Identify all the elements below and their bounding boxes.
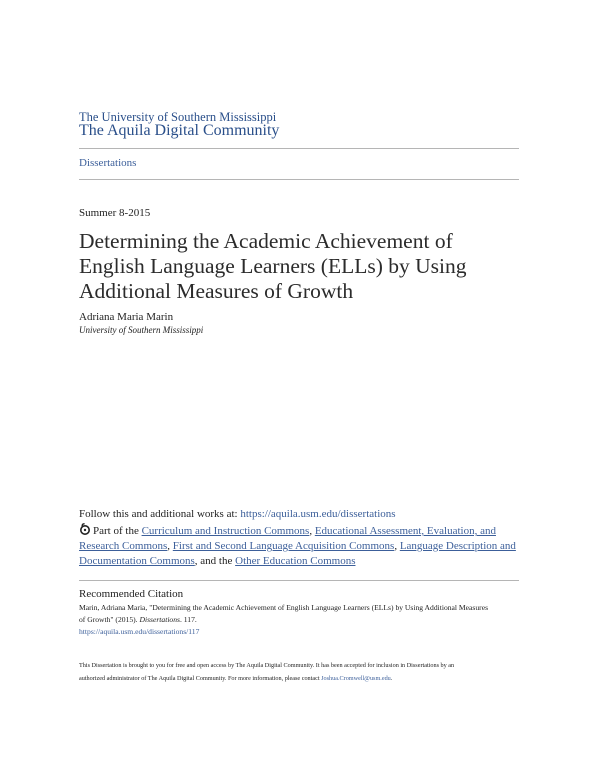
- follow-url-link[interactable]: https://aquila.usm.edu/dissertations: [240, 508, 396, 520]
- author-affiliation: University of Southern Mississippi: [79, 325, 204, 335]
- citation-text: . 117.: [179, 615, 197, 624]
- citation-line: [79, 626, 529, 638]
- header-divider-top: [79, 148, 519, 149]
- citation-line: [79, 614, 529, 626]
- part-of-line: [79, 539, 521, 554]
- separator-and: , and the: [194, 555, 236, 567]
- citation-url-link[interactable]: https://aquila.usm.edu/dissertations/117: [79, 627, 200, 636]
- commons-link-assessment-cont[interactable]: Research Commons: [79, 540, 168, 552]
- citation-heading: Recommended Citation: [79, 588, 184, 600]
- citation-journal: Dissertations: [139, 615, 180, 624]
- title-line: Determining the Academic Achievement of: [79, 229, 453, 253]
- notice-text: .: [390, 675, 393, 682]
- commons-link-assessment[interactable]: Educational Assessment, Evaluation, and: [314, 525, 496, 537]
- commons-link-language-acquisition[interactable]: First and Second Language Acquisition Commons: [172, 540, 395, 552]
- separator: ,: [167, 540, 173, 552]
- access-notice: [79, 659, 529, 685]
- commons-link-curriculum[interactable]: Curriculum and Instruction Commons: [141, 525, 310, 537]
- notice-line: This Dissertation is brought to you for free and open access by The Aquila Digital Community. It has been accepted for inclusion in Dissertations by an: [79, 662, 455, 669]
- author-name: Adriana Maria Marin: [79, 311, 174, 323]
- separator: ,: [394, 540, 400, 552]
- community-name[interactable]: The Aquila Digital Community: [79, 122, 280, 139]
- title-line: Additional Measures of Growth: [79, 279, 354, 303]
- title-line: English Language Learners (ELLs) by Using: [79, 254, 467, 278]
- header-divider-bottom: [79, 179, 519, 180]
- notice-text: authorized administrator of The Aquila Digital Community. For more information, please contact: [79, 675, 322, 682]
- citation-text: of Growth" (2015).: [79, 615, 140, 624]
- contact-email-link[interactable]: Joshua.Cromwell@usm.edu: [321, 675, 391, 682]
- commons-link-other-education[interactable]: Other Education Commons: [235, 555, 356, 567]
- publication-date: Summer 8-2015: [79, 207, 151, 219]
- paper-title: [79, 229, 499, 304]
- notice-line: [79, 672, 529, 685]
- follow-prefix: Follow this and additional works at:: [79, 508, 241, 520]
- recommended-citation: [79, 602, 529, 638]
- university-name[interactable]: The University of Southern Mississippi: [79, 110, 277, 124]
- part-of-line: [79, 523, 521, 539]
- part-of-line: [79, 554, 521, 569]
- part-of-commons: [79, 523, 521, 569]
- series-link[interactable]: Dissertations: [79, 157, 137, 169]
- citation-line: Marin, Adriana Maria, "Determining the Academic Achievement of English Language Learners (ELLs) by Using Additional Measures: [79, 603, 489, 612]
- commons-link-language-description-cont[interactable]: Documentation Commons: [79, 555, 195, 567]
- separator: ,: [309, 525, 315, 537]
- commons-link-language-description[interactable]: Language Description and: [399, 540, 516, 552]
- follow-line: [79, 508, 396, 520]
- citation-divider: [79, 580, 519, 581]
- part-of-prefix: Part of the: [93, 525, 142, 537]
- open-access-icon: [79, 523, 91, 535]
